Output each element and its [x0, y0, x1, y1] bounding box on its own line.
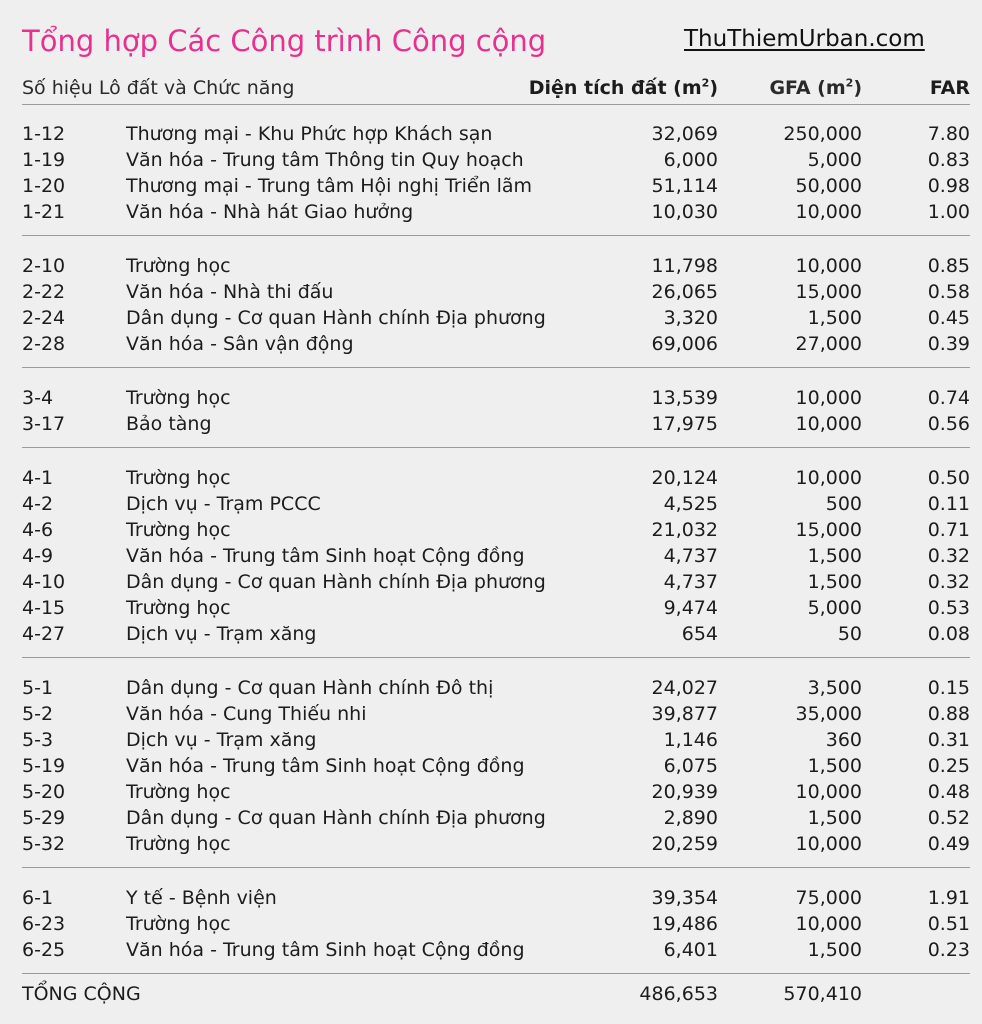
lot-function: Trường học [126, 255, 231, 277]
header-area [529, 77, 718, 99]
far-value: 0.25 [927, 755, 970, 777]
far-value: 0.32 [927, 571, 970, 593]
lot-code: 2-24 [22, 307, 66, 329]
gfa-value: 10,000 [795, 255, 862, 277]
table-row [22, 279, 970, 305]
table-row [22, 147, 970, 173]
lot-function: Thương mại - Trung tâm Hội nghị Triển lãm [126, 175, 533, 197]
lot-function: Y tế - Bệnh viện [126, 887, 277, 909]
far-value: 0.83 [927, 149, 970, 171]
lot-code: 4-6 [22, 519, 54, 541]
lot-code: 1-20 [22, 175, 66, 197]
far-value: 0.31 [927, 729, 970, 751]
far-value: 0.74 [927, 387, 970, 409]
row-group [22, 462, 970, 658]
gfa-value: 50 [837, 623, 862, 645]
lot-code: 3-17 [22, 413, 66, 435]
table-header [22, 72, 970, 105]
gfa-value: 10,000 [795, 201, 862, 223]
land-area: 13,539 [651, 387, 718, 409]
row-group [22, 382, 970, 448]
table-row [22, 199, 970, 225]
lot-function: Dân dụng - Cơ quan Hành chính Địa phương [126, 307, 546, 329]
lot-function: Trường học [126, 833, 231, 855]
table-row [22, 173, 970, 199]
header-far: FAR [929, 77, 970, 99]
brand-link[interactable]: ThuThiemUrban.com [684, 26, 925, 52]
total-row [22, 980, 970, 1008]
gfa-value: 10,000 [795, 781, 862, 803]
gfa-value: 15,000 [795, 519, 862, 541]
total-gfa: 570,410 [783, 983, 862, 1005]
lot-function: Dịch vụ - Trạm xăng [126, 729, 317, 751]
lot-code: 4-27 [22, 623, 66, 645]
header-area-close: ) [709, 77, 718, 99]
lot-function: Thương mại - Khu Phức hợp Khách sạn [126, 123, 493, 145]
lot-function: Văn hóa - Trung tâm Sinh hoạt Cộng đồng [126, 545, 525, 567]
table-row [22, 305, 970, 331]
far-value: 0.98 [927, 175, 970, 197]
land-area: 3,320 [663, 307, 718, 329]
land-area: 654 [681, 623, 718, 645]
land-area: 20,124 [651, 467, 718, 489]
table-row [22, 831, 970, 857]
table-row [22, 385, 970, 411]
table-row [22, 701, 970, 727]
far-value: 0.45 [927, 307, 970, 329]
gfa-value: 10,000 [795, 413, 862, 435]
land-area: 4,737 [663, 571, 718, 593]
far-value: 0.56 [927, 413, 970, 435]
gfa-value: 250,000 [783, 123, 862, 145]
header-area-text: Diện tích đất (m [528, 77, 702, 99]
land-area: 51,114 [651, 175, 718, 197]
lot-function: Văn hóa - Nhà thi đấu [126, 281, 334, 303]
far-value: 1.00 [927, 201, 970, 223]
gfa-value: 360 [825, 729, 862, 751]
lot-code: 4-15 [22, 597, 66, 619]
lot-function: Văn hóa - Nhà hát Giao hưởng [126, 201, 414, 223]
far-value: 0.85 [927, 255, 970, 277]
lot-code: 5-19 [22, 755, 66, 777]
table-row [22, 805, 970, 831]
land-area: 2,890 [663, 807, 718, 829]
land-area: 20,939 [651, 781, 718, 803]
far-value: 0.50 [927, 467, 970, 489]
lot-function: Trường học [126, 387, 231, 409]
lot-function: Bảo tàng [126, 413, 212, 435]
far-value: 0.88 [927, 703, 970, 725]
gfa-value: 10,000 [795, 387, 862, 409]
table-row [22, 675, 970, 701]
lot-function: Dịch vụ - Trạm PCCC [126, 493, 321, 515]
lot-function: Trường học [126, 519, 231, 541]
lot-code: 1-19 [22, 149, 66, 171]
land-area: 69,006 [651, 333, 718, 355]
gfa-value: 10,000 [795, 467, 862, 489]
gfa-value: 75,000 [795, 887, 862, 909]
lot-code: 5-29 [22, 807, 66, 829]
header-gfa [769, 77, 862, 99]
table-row [22, 753, 970, 779]
land-area: 4,525 [663, 493, 718, 515]
table-row [22, 517, 970, 543]
table-row [22, 937, 970, 963]
lot-code: 6-23 [22, 913, 66, 935]
row-group [22, 250, 970, 368]
table-row [22, 779, 970, 805]
far-value: 0.11 [927, 493, 970, 515]
gfa-value: 10,000 [795, 833, 862, 855]
lot-function: Văn hóa - Sân vận động [126, 333, 354, 355]
far-value: 0.23 [927, 939, 970, 961]
lot-code: 1-12 [22, 123, 66, 145]
table-row [22, 121, 970, 147]
land-area: 39,877 [651, 703, 718, 725]
land-area: 19,486 [651, 913, 718, 935]
lot-code: 1-21 [22, 201, 66, 223]
land-area: 10,030 [651, 201, 718, 223]
table-row [22, 595, 970, 621]
gfa-value: 50,000 [795, 175, 862, 197]
land-area: 4,737 [663, 545, 718, 567]
lot-code: 4-2 [22, 493, 54, 515]
lot-code: 4-10 [22, 571, 66, 593]
total-area: 486,653 [639, 983, 718, 1005]
far-value: 0.53 [927, 597, 970, 619]
lot-code: 2-28 [22, 333, 66, 355]
gfa-value: 1,500 [807, 755, 862, 777]
lot-code: 4-1 [22, 467, 54, 489]
table-row [22, 911, 970, 937]
far-value: 0.39 [927, 333, 970, 355]
lot-code: 4-9 [22, 545, 54, 567]
gfa-value: 1,500 [807, 571, 862, 593]
table-row [22, 465, 970, 491]
far-value: 0.52 [927, 807, 970, 829]
far-value: 7.80 [927, 123, 970, 145]
lot-function: Dân dụng - Cơ quan Hành chính Địa phương [126, 571, 546, 593]
land-area: 17,975 [651, 413, 718, 435]
table-row [22, 569, 970, 595]
gfa-value: 3,500 [807, 677, 862, 699]
gfa-value: 1,500 [807, 545, 862, 567]
lot-function: Dân dụng - Cơ quan Hành chính Địa phương [126, 807, 546, 829]
total-label: TỔNG CỘNG [22, 983, 141, 1005]
header-gfa-text: GFA (m [769, 77, 846, 99]
row-group [22, 118, 970, 236]
header-area-sup: 2 [701, 76, 710, 90]
land-area: 1,146 [663, 729, 718, 751]
land-area: 6,075 [663, 755, 718, 777]
gfa-value: 35,000 [795, 703, 862, 725]
lot-code: 5-20 [22, 781, 66, 803]
header-gfa-sup: 2 [845, 76, 854, 90]
lot-function: Trường học [126, 597, 231, 619]
lot-function: Dân dụng - Cơ quan Hành chính Đô thị [126, 677, 494, 699]
land-area: 6,401 [663, 939, 718, 961]
land-area: 11,798 [651, 255, 718, 277]
table-row [22, 331, 970, 357]
far-value: 0.15 [927, 677, 970, 699]
header-name: Số hiệu Lô đất và Chức năng [22, 77, 295, 99]
far-value: 1.91 [927, 887, 970, 909]
gfa-value: 1,500 [807, 307, 862, 329]
gfa-value: 500 [825, 493, 862, 515]
lot-function: Văn hóa - Trung tâm Sinh hoạt Cộng đồng [126, 939, 525, 961]
row-group [22, 672, 970, 868]
gfa-value: 5,000 [807, 597, 862, 619]
far-value: 0.58 [927, 281, 970, 303]
far-value: 0.48 [927, 781, 970, 803]
lot-function: Văn hóa - Cung Thiếu nhi [126, 703, 367, 725]
table-row [22, 253, 970, 279]
gfa-value: 27,000 [795, 333, 862, 355]
far-value: 0.51 [927, 913, 970, 935]
lot-function: Dịch vụ - Trạm xăng [126, 623, 317, 645]
table-body [22, 118, 970, 988]
gfa-value: 15,000 [795, 281, 862, 303]
land-area: 24,027 [651, 677, 718, 699]
lot-code: 5-32 [22, 833, 66, 855]
gfa-value: 10,000 [795, 913, 862, 935]
header-gfa-close: ) [853, 77, 862, 99]
lot-code: 2-10 [22, 255, 66, 277]
lot-function: Trường học [126, 913, 231, 935]
far-value: 0.32 [927, 545, 970, 567]
land-area: 20,259 [651, 833, 718, 855]
land-area: 9,474 [663, 597, 718, 619]
gfa-value: 1,500 [807, 939, 862, 961]
table-row [22, 727, 970, 753]
lot-function: Văn hóa - Trung tâm Thông tin Quy hoạch [126, 149, 524, 171]
land-area: 26,065 [651, 281, 718, 303]
far-value: 0.08 [927, 623, 970, 645]
lot-code: 6-1 [22, 887, 54, 909]
table-row [22, 491, 970, 517]
gfa-value: 5,000 [807, 149, 862, 171]
lot-code: 5-1 [22, 677, 54, 699]
lot-code: 5-3 [22, 729, 54, 751]
land-area: 21,032 [651, 519, 718, 541]
lot-function: Trường học [126, 467, 231, 489]
table-row [22, 885, 970, 911]
table-row [22, 621, 970, 647]
lot-function: Văn hóa - Trung tâm Sinh hoạt Cộng đồng [126, 755, 525, 777]
page-title: Tổng hợp Các Công trình Công cộng [22, 24, 547, 58]
lot-code: 5-2 [22, 703, 54, 725]
lot-code: 3-4 [22, 387, 54, 409]
far-value: 0.71 [927, 519, 970, 541]
table-row [22, 543, 970, 569]
table-row [22, 411, 970, 437]
land-area: 6,000 [663, 149, 718, 171]
lot-code: 2-22 [22, 281, 66, 303]
land-area: 39,354 [651, 887, 718, 909]
gfa-value: 1,500 [807, 807, 862, 829]
row-group [22, 882, 970, 974]
far-value: 0.49 [927, 833, 970, 855]
lot-function: Trường học [126, 781, 231, 803]
land-area: 32,069 [651, 123, 718, 145]
lot-code: 6-25 [22, 939, 66, 961]
